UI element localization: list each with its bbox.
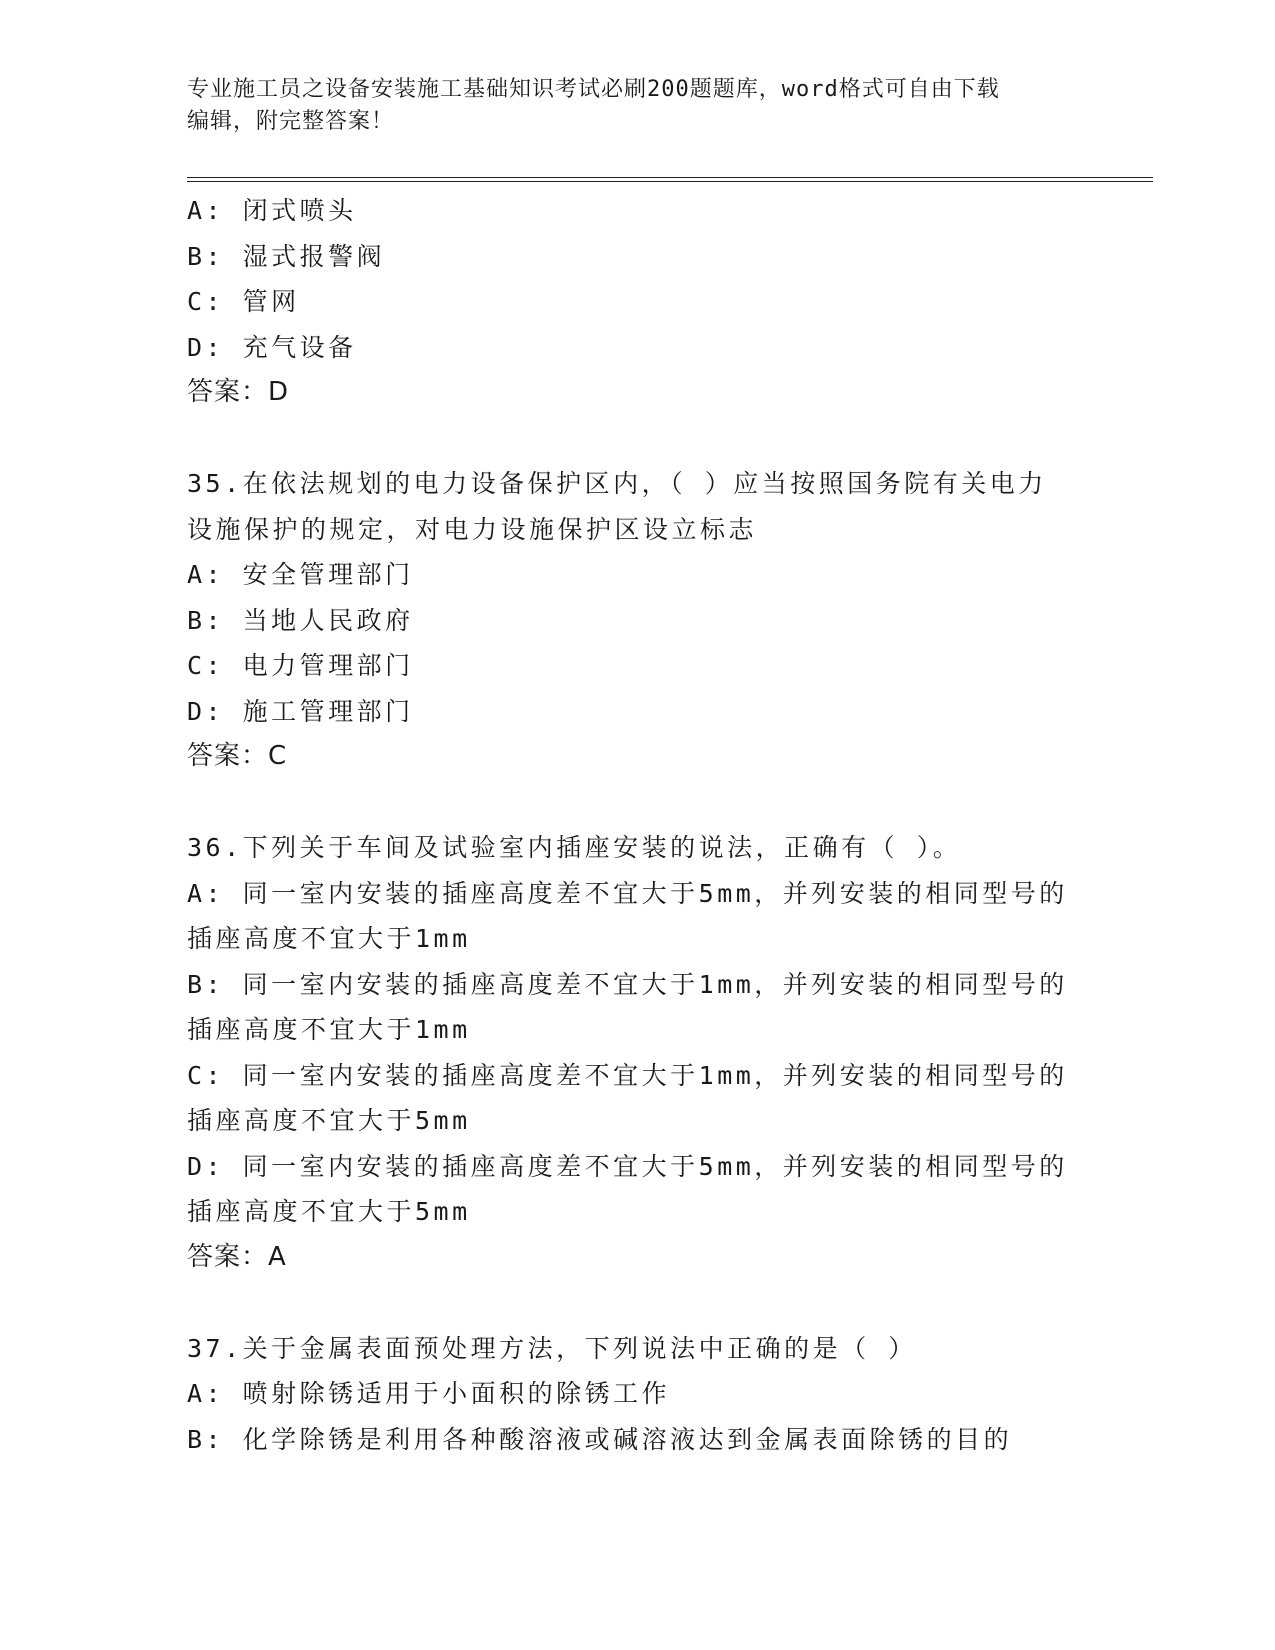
q36-option-d-line1: D: 同一室内安装的插座高度差不宜大于5mm，并列安装的相同型号的 [187,1151,1068,1181]
spacer [187,1280,1087,1326]
header-title-line2: 编辑，附完整答案！ [187,109,395,134]
q36-answer: 答案：A [187,1241,287,1272]
q35-option-c: C: 电力管理部门 [187,651,414,680]
header-title-line1: 专业施工员之设备安装施工基础知识考试必刷200题题库，word格式可自由下载 [187,77,1000,102]
q36-option-a-line1: A: 同一室内安装的插座高度差不宜大于5mm，并列安装的相同型号的 [187,878,1068,908]
q34-option-b: B: 湿式报警阀 [187,241,386,271]
spacer [187,416,1087,462]
q37-stem-line1: 37.关于金属表面预处理方法，下列说法中正确的是（ ） [187,1333,917,1363]
q34-option-d: D: 充气设备 [187,332,357,362]
q36-option-b-line1: B: 同一室内安装的插座高度差不宜大于1mm，并列安装的相同型号的 [187,969,1068,999]
q34-option-c: C: 管网 [187,287,300,316]
q35-stem-line2: 设施保护的规定，对电力设施保护区设立标志 [187,514,758,544]
header-divider [187,177,1153,182]
q36-option-b-line2: 插座高度不宜大于1mm [187,1015,471,1044]
q36-stem-line1: 36.下列关于车间及试验室内插座安装的说法，正确有（ ）。 [187,833,962,862]
q34-option-a: A: 闭式喷头 [187,196,357,225]
q36-option-d-line2: 插座高度不宜大于5mm [187,1197,471,1226]
q35-answer: 答案：C [187,741,288,771]
q35-option-b: B: 当地人民政府 [187,605,414,635]
q35-option-d: D: 施工管理部门 [187,696,414,726]
q35-stem-line1: 35.在依法规划的电力设备保护区内，（ ）应当按照国务院有关电力 [187,469,1047,498]
q35-option-a: A: 安全管理部门 [187,560,414,589]
q36-option-c-line2: 插座高度不宜大于5mm [187,1106,471,1135]
q37-option-a: A: 喷射除锈适用于小面积的除锈工作 [187,1379,671,1408]
q37-option-b: B: 化学除锈是利用各种酸溶液或碱溶液达到金属表面除锈的目的 [187,1424,1013,1454]
q36-option-a-line2: 插座高度不宜大于1mm [187,924,471,953]
q34-answer: 答案：D [187,377,290,407]
q36-option-c-line1: C: 同一室内安装的插座高度差不宜大于1mm，并列安装的相同型号的 [187,1060,1068,1090]
question-content [187,188,1087,1462]
document-header [187,74,1077,138]
spacer [187,780,1087,826]
